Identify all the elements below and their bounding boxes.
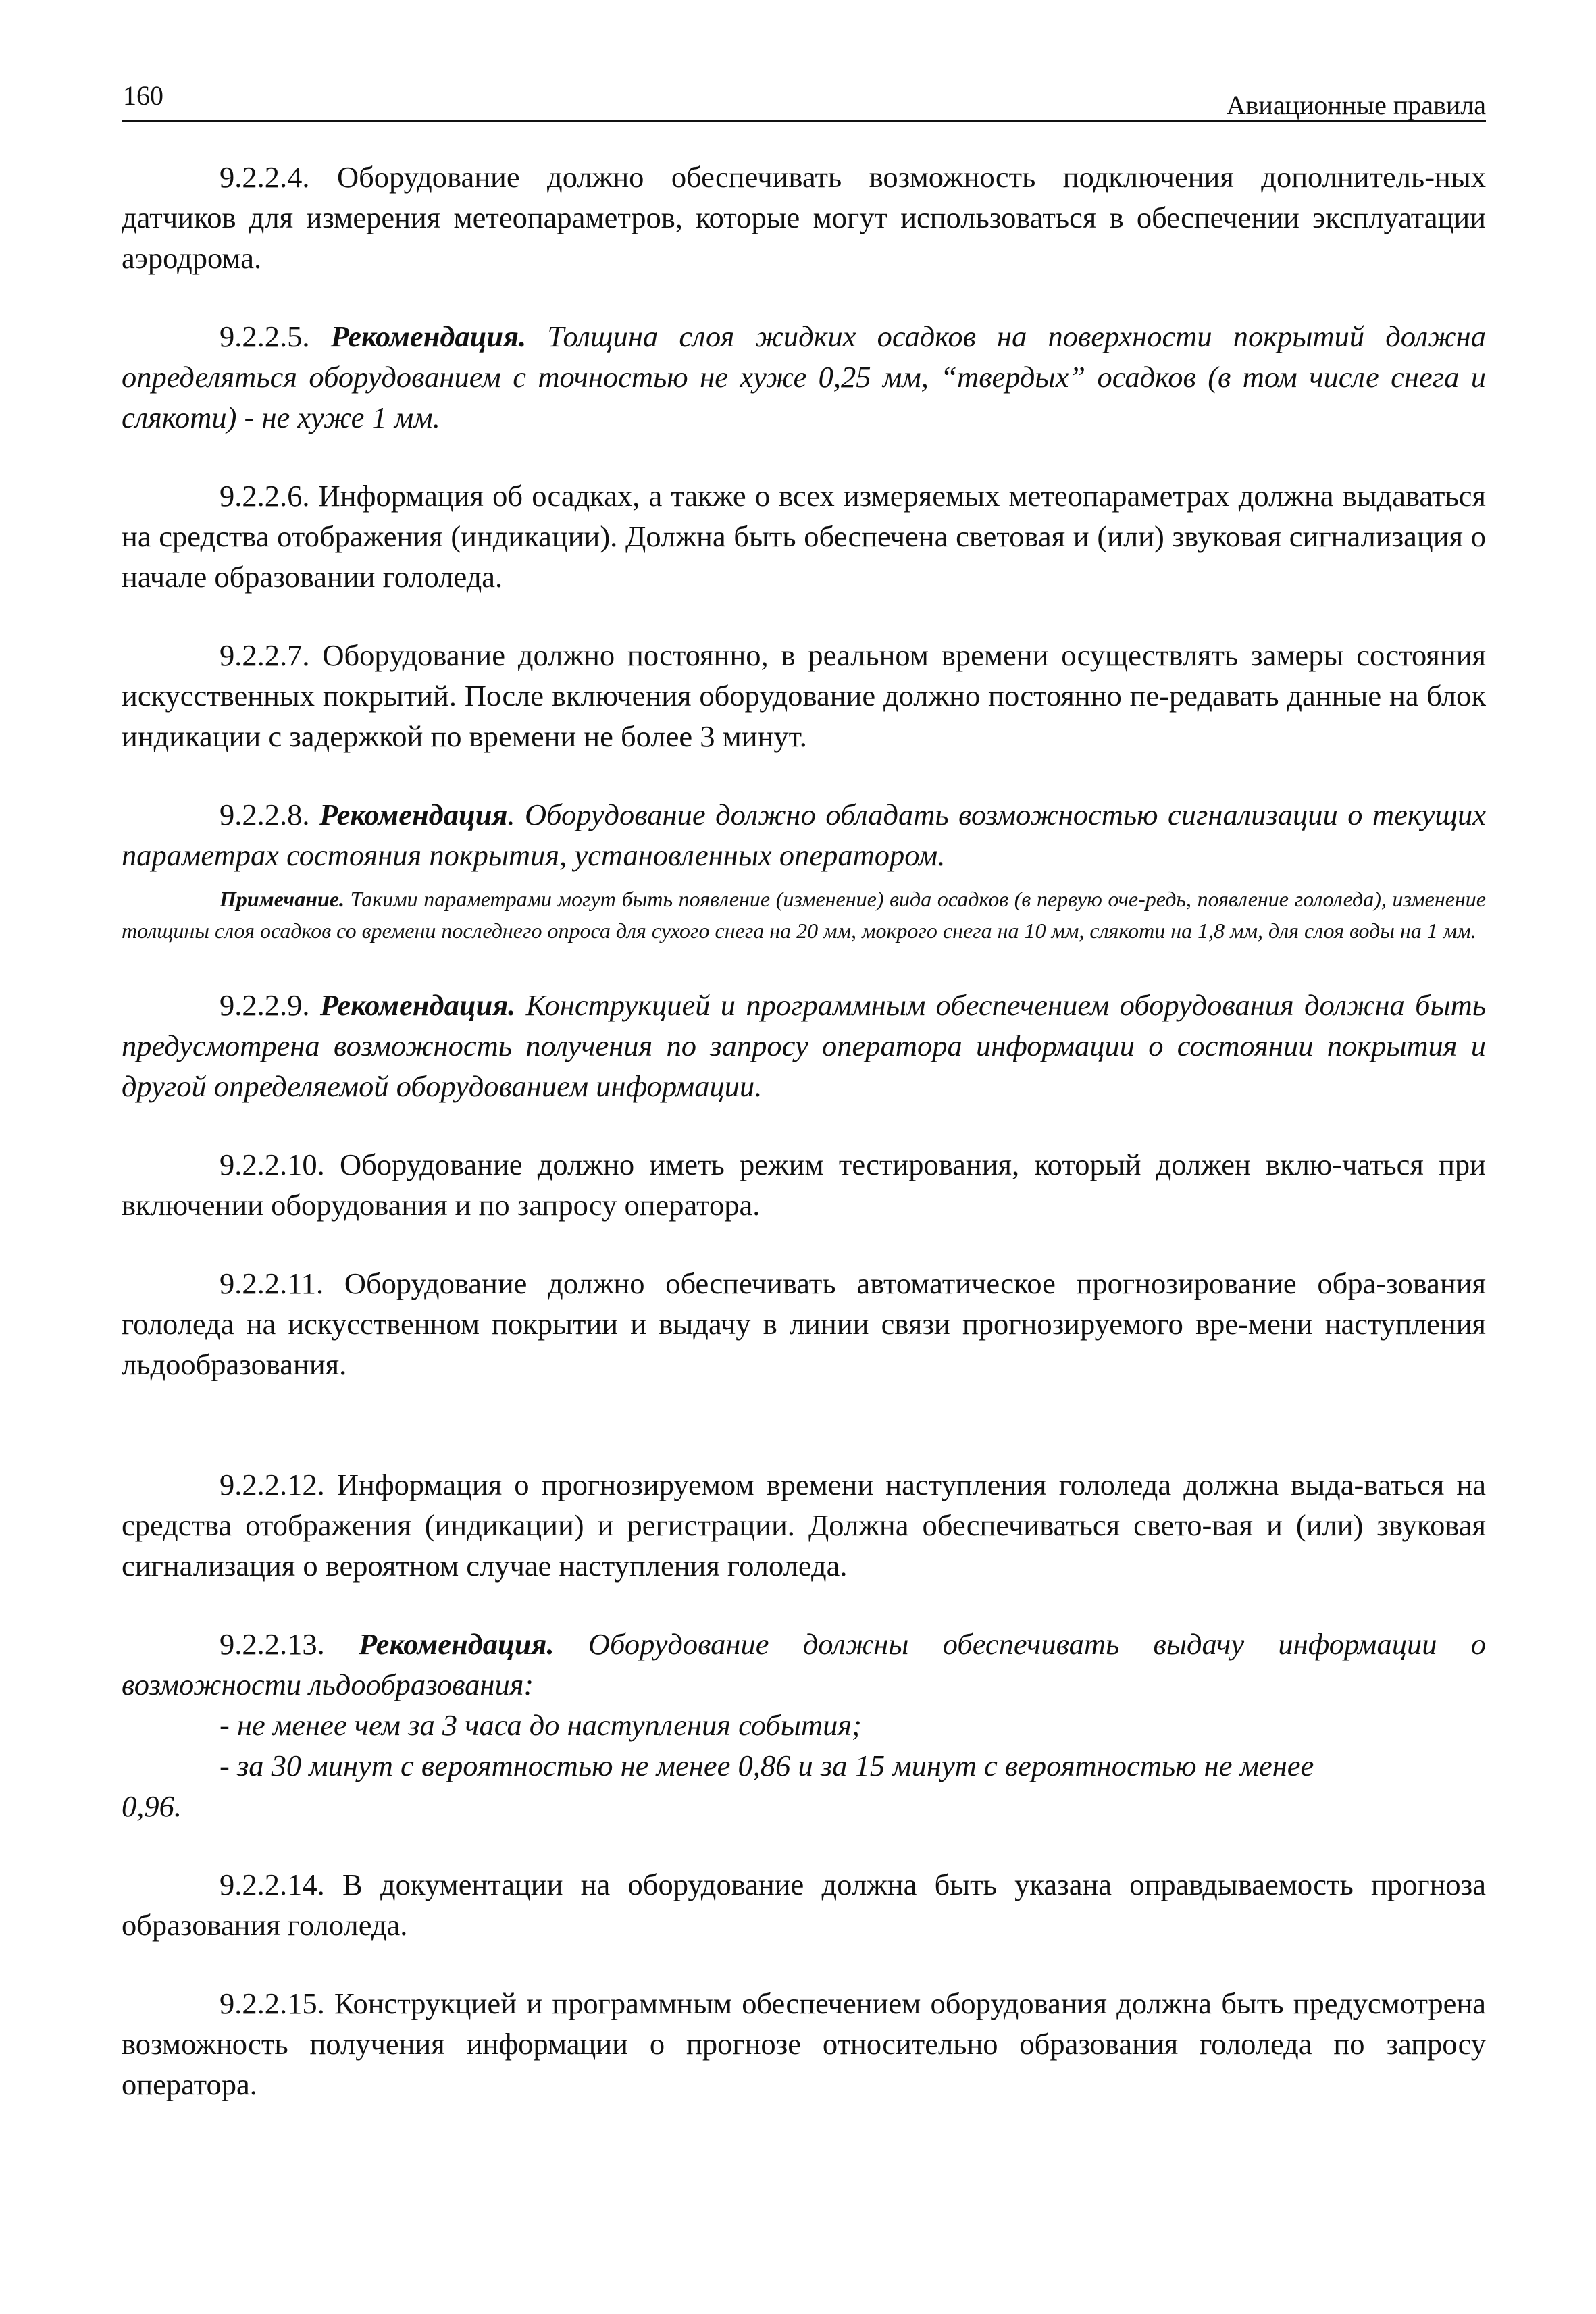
recommendation-label: Рекомендация.: [359, 1627, 555, 1661]
paragraph-9-2-2-13: [122, 1624, 1486, 1705]
paragraph-9-2-2-8: [122, 794, 1486, 875]
paragraph-9-2-2-15: 9.2.2.15. Конструкцией и программным обеспечением оборудования должна быть предусмотрена возможность получения информации о прогнозе относительно образования гололеда по запросу оператора.: [122, 1986, 1486, 2101]
page-number: 160: [123, 80, 163, 111]
clause-number: 9.2.2.9.: [220, 988, 320, 1022]
recommendation-text: Конструкцией и программным обеспечением оборудования должна быть предусмотрена возможность получения по запросу оператора информации о состоянии покрытия и другой определяемой оборудованием информации.: [122, 988, 1486, 1103]
page-header: [122, 80, 1486, 122]
recommendation-text: Толщина слоя жидких осадков на поверхности покрытий должна определяться оборудованием с точностью не хуже 0,25 мм, “твердых” осадков (в том числе снега и слякоти) - не хуже 1 мм.: [122, 319, 1486, 434]
paragraph-9-2-2-12: 9.2.2.12. Информация о прогнозируемом времени наступления гололеда должна выда-ваться на средства отображения (индикации) и регистрации. Должна обеспечиваться свето-вая и (или) звуковая сигнализация о вероятном случае наступления гололеда.: [122, 1468, 1486, 1583]
recommendation-label: Рекомендация.: [319, 988, 516, 1022]
paragraph-9-2-2-10: 9.2.2.10. Оборудование должно иметь режим тестирования, который должен вклю-чаться при включении оборудования и по запросу оператора.: [122, 1148, 1486, 1222]
recommendation-text: Оборудование должны обеспечивать выдачу информации о возможности льдообразования:: [122, 1627, 1486, 1701]
running-title: Авиационные правила: [1226, 90, 1486, 120]
paragraph-9-2-2-14: 9.2.2.14. В документации на оборудование должна быть указана оправдываемость прогноза образования гололеда.: [122, 1868, 1486, 1942]
paragraph-9-2-2-5: [122, 316, 1486, 438]
note-9-2-2-8: [122, 883, 1486, 947]
recommendation-text: . Оборудование должно обладать возможностью сигнализации о текущих параметрах состояния покрытия, установленных оператором.: [122, 798, 1487, 872]
clause-number: 9.2.2.5.: [220, 319, 331, 353]
list-item: - за 30 минут с вероятностью не менее 0,86 и за 15 минут с вероятностью не менее: [220, 1749, 1314, 1782]
recommendation-label: Рекомендация: [319, 798, 508, 831]
note-text: Такими параметрами могут быть появление (изменение) вида осадков (в первую оче-редь, появление гололеда), изменение толщины слоя осадков со времени последнего опроса для сухого снега на 20 мм, мокрого снега на 10 мм, слякоти на 1,8 мм, для слоя воды на 1 мм.: [122, 887, 1486, 943]
page-content: [122, 157, 1486, 2105]
clause-number: 9.2.2.13.: [220, 1627, 359, 1661]
paragraph-9-2-2-9: [122, 985, 1486, 1106]
recommendation-label: Рекомендация.: [330, 319, 527, 353]
list-item-continuation: 0,96.: [122, 1789, 182, 1823]
clause-number: 9.2.2.8.: [220, 798, 319, 831]
paragraph-9-2-2-7: 9.2.2.7. Оборудование должно постоянно, в реальном времени осуществлять замеры состояния искусственных покрытий. После включения оборудование должно постоянно пе-редавать данные на блок индикации с задержкой по времени не более 3 минут.: [122, 638, 1486, 753]
note-label: Примечание.: [220, 887, 344, 911]
paragraph-9-2-2-6: 9.2.2.6. Информация об осадках, а также о всех измеряемых метеопараметрах должна выдаваться на средства отображения (индикации). Должна быть обеспечена световая и (или) звуковая сигнализация о начале образовании гололеда.: [122, 479, 1486, 594]
list-item: - не менее чем за 3 часа до наступления события;: [220, 1708, 862, 1742]
paragraph-9-2-2-4: 9.2.2.4. Оборудование должно обеспечивать возможность подключения дополнитель-ных датчиков для измерения метеопараметров, которые могут использоваться в обеспечении эксплуатации аэродрома.: [122, 160, 1486, 275]
paragraph-9-2-2-11: 9.2.2.11. Оборудование должно обеспечивать автоматическое прогнозирование обра-зования гололеда на искусственном покрытии и выдачу в линии связи прогнозируемого вре-мени наступления льдообразования.: [122, 1266, 1486, 1381]
